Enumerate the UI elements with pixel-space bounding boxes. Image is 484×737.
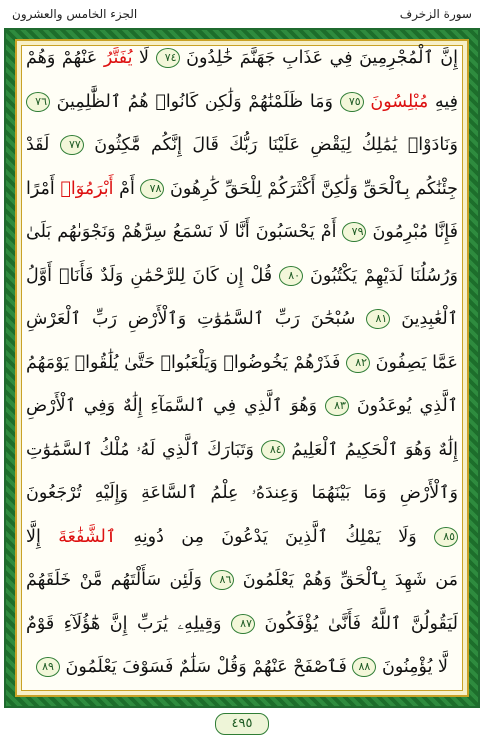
text-line-13: [26, 560, 458, 600]
verse-text: ٱلْعَٰبِدِينَ: [390, 309, 458, 329]
verse-text: إِلَّا: [26, 526, 59, 547]
verse-text: فَٱصْفَحْ عَنْهُمْ وَقُلْ سَلَٰمٌ فَسَوْفَ يَعْلَمُونَ: [59, 657, 353, 677]
verse-text: وَقِيلِهِۦ يَٰرَبِّ إِنَّ هَٰٓؤُلَآءِ قَوْمٌ: [26, 613, 231, 634]
verse-text: وَلَئِن سَأَلْتَهُم مَّنْ خَلَقَهُمْ: [26, 570, 211, 590]
surah-title: سورة الزخرف: [399, 7, 472, 21]
text-line-9: [26, 386, 458, 426]
verse-text: أَمْ: [113, 178, 141, 199]
verse-text: لَا: [132, 48, 156, 68]
ayah-number-marker: ٧٤: [156, 48, 180, 68]
page-number: ٤٩٥: [215, 713, 270, 735]
text-line-10: [26, 430, 458, 470]
verse-text: وَرُسُلُنَا لَدَيْهِمْ يَكْتُبُونَ: [303, 265, 458, 286]
verse-text: فَإِنَّا مُبْرِمُونَ: [366, 222, 458, 242]
ayah-number-marker: ٧٥: [340, 92, 364, 112]
text-line-2: [26, 82, 458, 122]
verse-text: لَيَقُولُنَّ ٱللَّهُ فَأَنَّىٰ يُؤْفَكُونَ: [254, 613, 458, 634]
highlighted-word: مُبْلِسُونَ: [370, 91, 429, 112]
ayah-number-marker: ٧٧: [60, 135, 84, 155]
text-line-6: [26, 256, 458, 296]
highlighted-word: أَبْرَمُوٓا۟: [60, 178, 114, 199]
text-line-1: [26, 38, 458, 78]
verse-text: أَمْرًا: [26, 178, 61, 199]
page-footer: [0, 712, 484, 734]
text-line-12: [26, 517, 458, 557]
ayah-number-marker: ٨٤: [261, 440, 285, 460]
text-line-5: [26, 212, 458, 252]
ayah-number-marker: ٨٨: [352, 657, 376, 677]
verse-text: وَهُوَ ٱلَّذِي فِي ٱلسَّمَآءِ إِلَٰهٌ وَفِي ٱلْأَرْضِ: [26, 396, 325, 416]
ayah-number-marker: ٨١: [366, 309, 390, 329]
text-line-11: [26, 473, 458, 513]
ayah-number-marker: ٨٠: [279, 266, 303, 286]
text-line-7: [26, 299, 458, 339]
verse-text: سُبْحَٰنَ رَبِّ ٱلسَّمَٰوَٰتِ وَٱلْأَرْضِ رَبِّ ٱلْعَرْشِ: [26, 309, 367, 329]
verse-text: لَقَدْ: [26, 135, 60, 155]
ayah-number-marker: ٧٩: [342, 222, 366, 242]
text-line-4: [26, 169, 458, 209]
ayah-number-marker: ٨٧: [231, 614, 255, 634]
verse-text: جِئْنَٰكُم بِٱلْحَقِّ وَلَٰكِنَّ أَكْثَرَكُمْ لِلْحَقِّ كَٰرِهُونَ: [164, 178, 458, 199]
verse-text: وَمَا ظَلَمْنَٰهُمْ وَلَٰكِن كَانُوا۟ هُمُ ٱلظَّٰلِمِينَ: [50, 91, 340, 112]
verse-text: عَمَّا يَصِفُونَ: [370, 352, 458, 373]
verse-text: إِلَٰهٌ وَهُوَ ٱلْحَكِيمُ ٱلْعَلِيمُ: [284, 439, 458, 460]
quran-text-block: [26, 38, 458, 688]
juz-title: الجزء الخامس والعشرون: [12, 7, 138, 21]
verse-text: مَن شَهِدَ بِٱلْحَقِّ وَهُمْ يَعْلَمُونَ: [234, 570, 458, 590]
page-header: [12, 4, 472, 24]
verse-text: ٱلَّذِي يُوعَدُونَ: [348, 396, 458, 416]
verse-text: لَّا يُؤْمِنُونَ: [376, 657, 449, 677]
text-line-15: [26, 647, 458, 687]
highlighted-word: ٱلشَّفَٰعَةَ: [58, 526, 117, 547]
text-line-14: [26, 604, 458, 644]
verse-text: قُلْ إِن كَانَ لِلرَّحْمَٰنِ وَلَدٌ فَأَنَا۠ أَوَّلُ: [26, 265, 280, 286]
ayah-number-marker: ٨٥: [434, 527, 458, 547]
ayah-number-marker: ٨٩: [36, 657, 60, 677]
ayah-number-marker: ٨٦: [210, 570, 234, 590]
text-line-3: [26, 125, 458, 165]
verse-text: وَنَادَوْا۟ يَٰمَٰلِكُ لِيَقْضِ عَلَيْنَا رَبُّكَ قَالَ إِنَّكُم مَّٰكِثُونَ: [83, 135, 458, 155]
verse-text: وَٱلْأَرْضِ وَمَا بَيْنَهُمَا وَعِندَهُۥ عِلْمُ ٱلسَّاعَةِ وَإِلَيْهِ تُرْجَعُونَ: [26, 483, 458, 503]
verse-text: عَنْهُمْ وَهُمْ: [26, 48, 104, 68]
ayah-number-marker: ٧٨: [140, 179, 164, 199]
verse-text: وَتَبَارَكَ ٱلَّذِي لَهُۥ مُلْكُ ٱلسَّمَٰوَٰتِ: [26, 439, 261, 460]
verse-text: إِنَّ ٱلْمُجْرِمِينَ فِي عَذَابِ جَهَنَّمَ خَٰلِدُونَ: [179, 48, 458, 68]
ayah-number-marker: ٨٣: [325, 396, 349, 416]
highlighted-word: يُفَتَّرُ: [103, 48, 133, 68]
text-line-8: [26, 343, 458, 383]
verse-text: فَذَرْهُمْ يَخُوضُوا۟ وَيَلْعَبُوا۟ حَتَّىٰ يُلَٰقُوا۟ يَوْمَهُمُ: [26, 352, 347, 373]
verse-text: فِيهِ: [428, 91, 458, 112]
verse-text: وَلَا يَمْلِكُ ٱلَّذِينَ يَدْعُونَ مِن دُونِهِ: [116, 526, 435, 547]
verse-text: أَمْ يَحْسَبُونَ أَنَّا لَا نَسْمَعُ سِرَّهُمْ وَنَجْوَىٰهُم بَلَىٰ: [26, 222, 343, 242]
ayah-number-marker: ٨٢: [346, 353, 370, 373]
ayah-number-marker: ٧٦: [26, 92, 50, 112]
